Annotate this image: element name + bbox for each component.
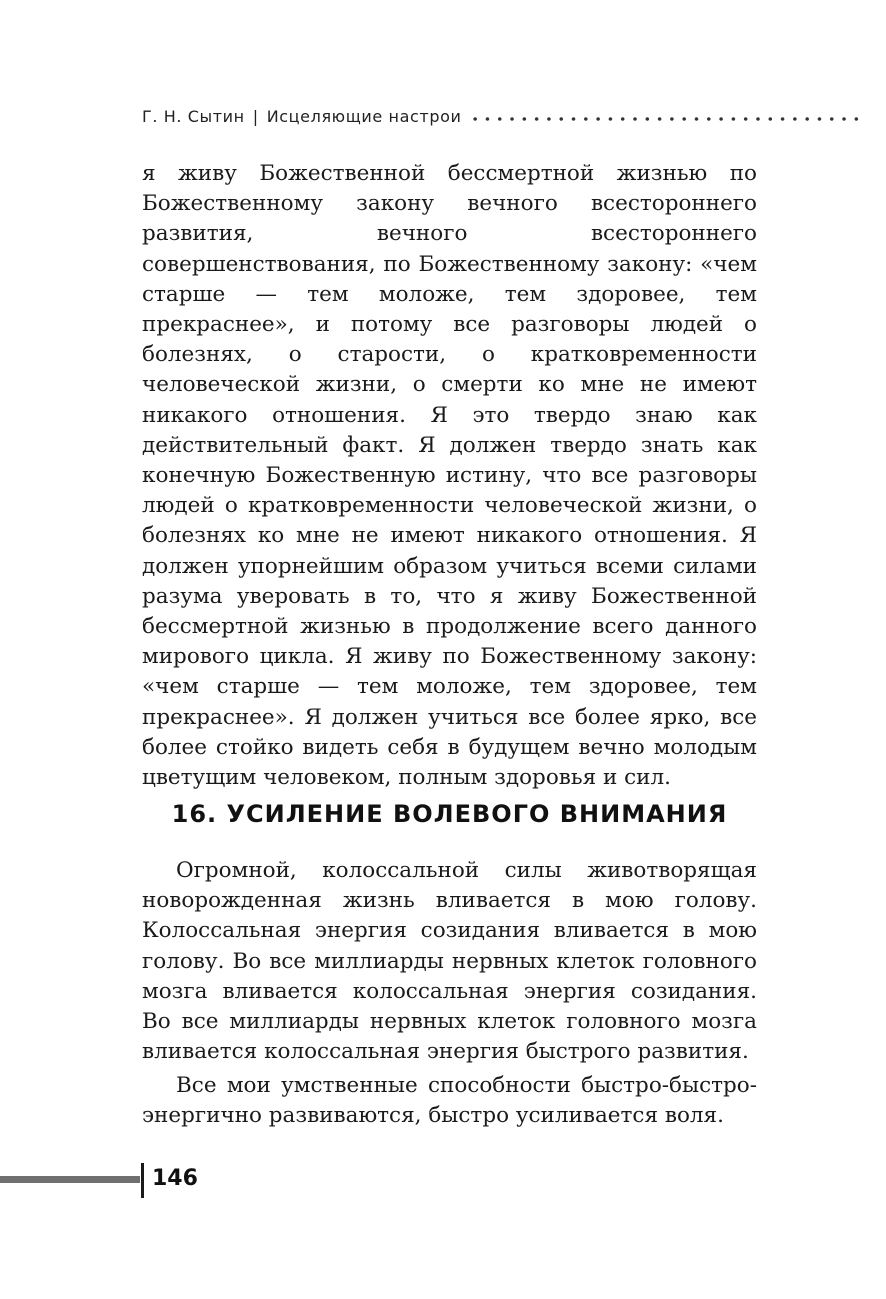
running-header (142, 103, 862, 129)
body-paragraph: Огромной, колоссальной силы животворящая новорожденная жизнь вливается в мою голову. Колоссальная энергия созидания вливается в мою голову. Во все миллиарды нервных клеток головного мозга вливается колоссальная энергия созидания. Во все миллиарды нервных клеток головного мозга вливается колоссальная энергия быстрого развития. (142, 858, 757, 1065)
page-number: 146 (152, 1166, 198, 1191)
header-book-title: Исцеляющие настрои (266, 106, 462, 126)
body-paragraph: Все мои умственные способности быстро-быстро-энергично развиваются, быстро усиливается воля. (142, 1073, 757, 1129)
footer-bar (0, 1176, 140, 1183)
header-author: Г. Н. Сытин (142, 106, 245, 126)
section-heading: 16. УСИЛЕНИЕ ВОЛЕВОГО ВНИМАНИЯ (171, 800, 728, 828)
header-separator: | (252, 106, 259, 126)
footer-rule (141, 1163, 144, 1198)
body-paragraph: я живу Божественной бессмертной жизнью по Божественному закону вечного всестороннего развития, вечного всестороннего совершенствования, по Божественному закону: «чем старше — тем моложе, тем здоровее, тем прекраснее», и потому все разговоры людей о болезнях, о старости, о кратковременности человеческой жизни, о смерти ко мне не имеют никакого отношения. Я это твердо знаю как действительный факт. Я должен твердо знать как конечную Божественную истину, что все разговоры людей о кратковременности человеческой жизни, о болезнях ко мне не имеют никакого отношения. Я должен упорнейшим образом учиться всеми силами разума уверовать в то, что я живу Божественной бессмертной жизнью в продолжение всего данного мирового цикла. Я живу по Божественному закону: «чем старше — тем моложе, тем здоровее, тем прекраснее». Я должен учиться все более ярко, все более стойко видеть себя в будущем вечно молодым цветущим человеком, полным здоровья и сил. (142, 161, 757, 791)
dotted-leader (469, 116, 862, 122)
